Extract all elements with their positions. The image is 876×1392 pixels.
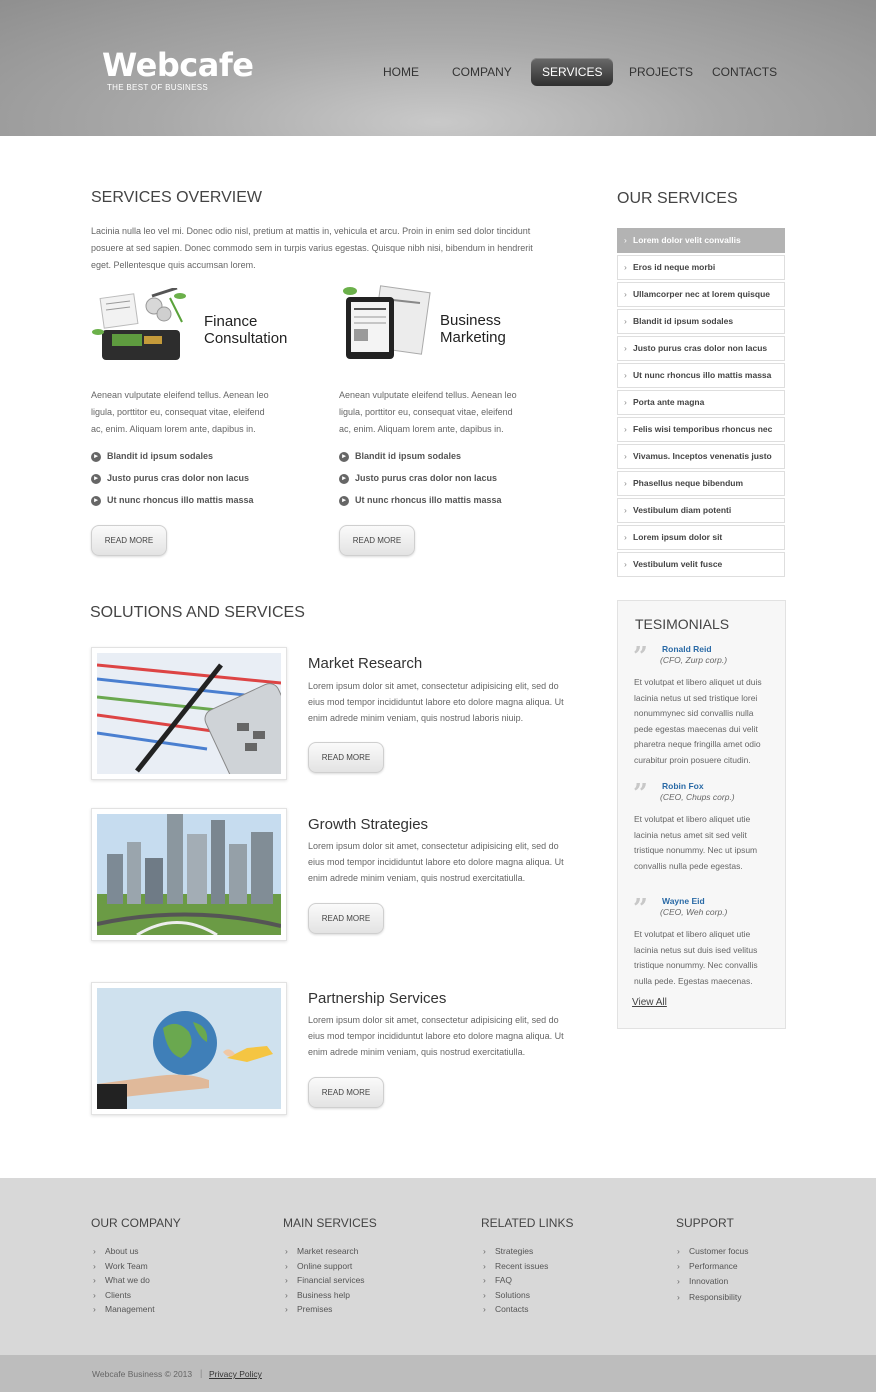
- testimonial-role: (CEO, Weh corp.): [660, 907, 728, 917]
- view-all-link[interactable]: View All: [632, 997, 667, 1008]
- footer-link[interactable]: › FAQ: [495, 1275, 512, 1285]
- service-link[interactable]: › Blandit id ipsum sodales: [617, 309, 785, 334]
- market-research-title: Market Research: [308, 655, 423, 672]
- copyright-text: Webcafe Business © 2013: [92, 1369, 193, 1379]
- our-services-list: [617, 228, 785, 579]
- market-research-read-more-button[interactable]: READ MORE: [308, 742, 384, 773]
- footer-link[interactable]: › Performance: [689, 1261, 738, 1271]
- service-link[interactable]: › Vestibulum velit fusce: [617, 552, 785, 577]
- services-overview-intro: Lacinia nulla leo vel mi. Donec odio nisl, pretium at mattis in, vehicula et arcu. Proin in enim sed dolor tincidunt posuere at sed sapien. Donec commodo sem in turpis varius egestas. Quisque nibh nisi, bibendum in hendrerit eget. Pellentesque quis accumsan lorem.: [91, 226, 533, 270]
- our-services-title: OUR SERVICES: [617, 190, 738, 207]
- growth-strategies-text: Lorem ipsum dolor sit amet, consectetur adipisicing elit, sed do eius mod tempor incididuntut labore eto dolore magna aliqua. Ut enim adrede minim veniam, quis nostrud exercitatiulla.: [308, 841, 564, 883]
- footer-col-title: SUPPORT: [676, 1216, 734, 1230]
- testimonial-text: Et volutpat et libero aliquet utie lacinia netus amet sit sed velit tristique nonummy. Nec ut ipsum convallis nulla pede egestas.: [634, 814, 758, 871]
- footer-link[interactable]: › About us: [105, 1246, 139, 1256]
- finance-illustration: [92, 288, 192, 366]
- site-logo[interactable]: Webcafe: [102, 46, 254, 84]
- finance-bullet[interactable]: ▸ Ut nunc rhoncus illo mattis massa: [91, 495, 254, 506]
- site-tagline: THE BEST OF BUSINESS: [107, 83, 208, 92]
- growth-strategies-read-more-button[interactable]: READ MORE: [308, 903, 384, 934]
- footer-link[interactable]: › Market research: [297, 1246, 358, 1256]
- service-link[interactable]: › Eros id neque morbi: [617, 255, 785, 280]
- footer-col-title: OUR COMPANY: [91, 1216, 181, 1230]
- service-link[interactable]: › Phasellus neque bibendum: [617, 471, 785, 496]
- testimonial-role: (CFO, Zurp corp.): [660, 655, 728, 665]
- partnership-services-image[interactable]: [91, 982, 287, 1115]
- site-header: [0, 0, 876, 136]
- partnership-services-title: Partnership Services: [308, 990, 447, 1007]
- service-link[interactable]: › Lorem dolor velit convallis: [617, 228, 785, 253]
- service-link[interactable]: › Felis wisi temporibus rhoncus nec: [617, 417, 785, 442]
- footer-link[interactable]: › Contacts: [495, 1304, 529, 1314]
- testimonials-title: TESIMONIALS: [635, 616, 730, 632]
- quote-icon: ”: [633, 779, 648, 809]
- marketing-bullet[interactable]: ▸ Justo purus cras dolor non lacus: [339, 473, 497, 484]
- marketing-text: Aenean vulputate eleifend tellus. Aenean leo ligula, porttitor eu, consequat vitae, eleifend ac, enim. Aliquam lorem ante, dapibus in.: [339, 390, 517, 434]
- footer-link[interactable]: › Recent issues: [495, 1261, 548, 1271]
- footer-link[interactable]: › Customer focus: [689, 1246, 749, 1256]
- footer-separator: |: [200, 1368, 203, 1378]
- market-research-image[interactable]: [91, 647, 287, 780]
- service-link[interactable]: › Lorem ipsum dolor sit: [617, 525, 785, 550]
- footer-link[interactable]: › Innovation: [689, 1276, 728, 1286]
- bottom-bar: [0, 1355, 876, 1392]
- service-link[interactable]: › Ullamcorper nec at lorem quisque: [617, 282, 785, 307]
- nav-company[interactable]: COMPANY: [452, 65, 512, 79]
- marketing-bullet[interactable]: ▸ Ut nunc rhoncus illo mattis massa: [339, 495, 502, 506]
- nav-services[interactable]: SERVICES: [531, 58, 613, 86]
- testimonial-author[interactable]: Ronald Reid: [662, 644, 712, 654]
- nav-home[interactable]: HOME: [383, 65, 419, 79]
- footer-col-title: MAIN SERVICES: [283, 1216, 377, 1230]
- quote-icon: ”: [633, 642, 648, 672]
- finance-bullet[interactable]: ▸ Blandit id ipsum sodales: [91, 451, 213, 462]
- footer-link[interactable]: › Management: [105, 1304, 155, 1314]
- market-research-text: Lorem ipsum dolor sit amet, consectetur adipisicing elit, sed do eius mod tempor incididuntut labore eto dolore magna aliqua. Ut enim adrede minim veniam, quis nostrud laboris niuip.: [308, 681, 564, 723]
- footer-link[interactable]: › Online support: [297, 1261, 352, 1271]
- quote-icon: ”: [633, 894, 648, 924]
- testimonial-text: Et volutpat et libero aliquet ut duis lacinia netus ut sed tristique lorei nonummynec sid convallis nulla pede egestas maecenas dui velit pharetra neque fringilla amet odio curabitur proin posuere citudin.: [634, 677, 762, 765]
- privacy-policy-link[interactable]: Privacy Policy: [209, 1369, 262, 1379]
- marketing-illustration: [340, 285, 432, 367]
- service-link[interactable]: › Vivamus. Inceptos venenatis justo: [617, 444, 785, 469]
- finance-bullet[interactable]: ▸ Justo purus cras dolor non lacus: [91, 473, 249, 484]
- growth-strategies-image[interactable]: [91, 808, 287, 941]
- growth-strategies-title: Growth Strategies: [308, 816, 429, 833]
- testimonial-text: Et volutpat et libero aliquet utie lacinia netus sut duis ised velitus tristique nonummy. Nec convallis nulla pede. Egestas maecenas.: [634, 929, 758, 986]
- testimonial-author[interactable]: Wayne Eid: [662, 896, 705, 906]
- testimonial-author[interactable]: Robin Fox: [662, 781, 704, 791]
- service-link[interactable]: › Vestibulum diam potenti: [617, 498, 785, 523]
- service-link[interactable]: › Porta ante magna: [617, 390, 785, 415]
- footer-link[interactable]: › Responsibility: [689, 1292, 741, 1302]
- footer-link[interactable]: › Premises: [297, 1304, 332, 1314]
- footer-col-title: RELATED LINKS: [481, 1216, 574, 1230]
- footer-link[interactable]: › Strategies: [495, 1246, 533, 1256]
- testimonials-panel: [617, 600, 786, 1029]
- marketing-title: Business Marketing: [440, 312, 506, 346]
- solutions-title: SOLUTIONS AND SERVICES: [90, 604, 305, 621]
- footer-link[interactable]: › Solutions: [495, 1290, 530, 1300]
- partnership-services-text: Lorem ipsum dolor sit amet, consectetur adipisicing elit, sed do eius mod tempor incididuntut labore eto dolore magna aliqua. Ut enim adrede minim veniam, quis nostrud exercitatiulla.: [308, 1015, 564, 1057]
- service-link[interactable]: › Ut nunc rhoncus illo mattis massa: [617, 363, 785, 388]
- finance-title: Finance Consultation: [204, 313, 288, 347]
- footer-link[interactable]: › What we do: [105, 1275, 150, 1285]
- service-link[interactable]: › Justo purus cras dolor non lacus: [617, 336, 785, 361]
- footer-link[interactable]: › Financial services: [297, 1275, 365, 1285]
- marketing-read-more-button[interactable]: READ MORE: [339, 525, 415, 556]
- footer-link[interactable]: › Business help: [297, 1290, 350, 1300]
- marketing-bullet[interactable]: ▸ Blandit id ipsum sodales: [339, 451, 461, 462]
- finance-text: Aenean vulputate eleifend tellus. Aenean leo ligula, porttitor eu, consequat vitae, eleifend ac, enim. Aliquam lorem ante, dapibus in.: [91, 390, 269, 434]
- footer-link[interactable]: › Work Team: [105, 1261, 148, 1271]
- testimonial-role: (CEO, Chups corp.): [660, 792, 735, 802]
- nav-projects[interactable]: PROJECTS: [629, 65, 694, 79]
- footer-link[interactable]: › Clients: [105, 1290, 131, 1300]
- partnership-services-read-more-button[interactable]: READ MORE: [308, 1077, 384, 1108]
- site-footer: [0, 1178, 876, 1355]
- finance-read-more-button[interactable]: READ MORE: [91, 525, 167, 556]
- services-overview-title: SERVICES OVERVIEW: [91, 189, 263, 206]
- nav-contacts[interactable]: CONTACTS: [712, 65, 778, 79]
